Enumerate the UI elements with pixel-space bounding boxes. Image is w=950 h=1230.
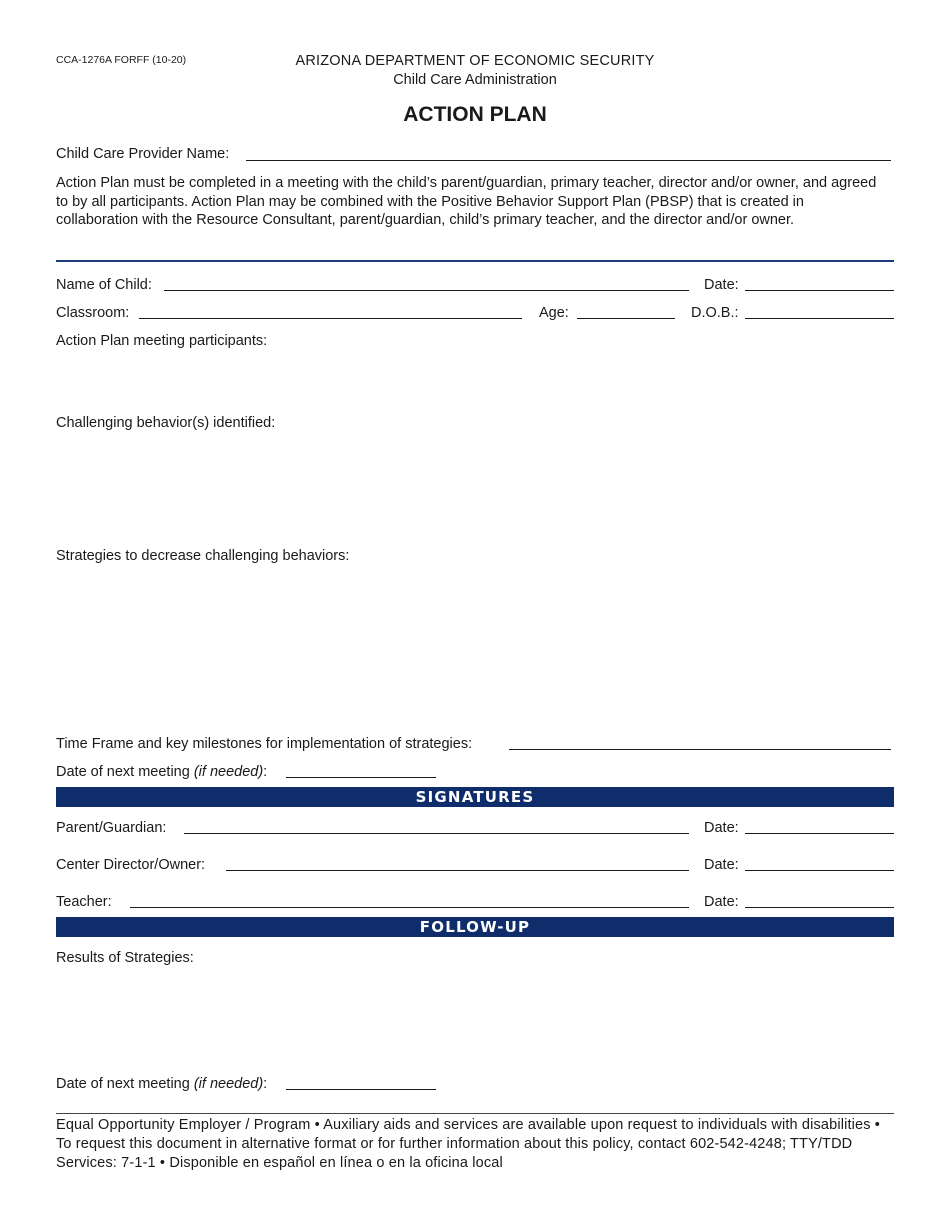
classroom-field[interactable] <box>139 318 522 319</box>
followup-if-needed-note: (if needed) <box>193 1076 264 1092</box>
parent-date-field[interactable] <box>745 833 894 834</box>
followup-next-meeting-field[interactable] <box>286 1089 436 1090</box>
teacher-label: Teacher: <box>56 894 112 910</box>
next-meeting-label: Date of next meeting (if needed): <box>56 764 268 780</box>
age-field[interactable] <box>577 318 675 319</box>
date-field[interactable] <box>745 290 894 291</box>
page-title: ACTION PLAN <box>403 103 547 126</box>
parent-guardian-label: Parent/Guardian: <box>56 820 167 836</box>
center-director-label: Center Director/Owner: <box>56 857 206 873</box>
behaviors-label: Challenging behavior(s) identified: <box>56 415 276 431</box>
provider-name-field[interactable] <box>246 160 891 161</box>
director-date-label: Date: <box>704 857 739 873</box>
date-label: Date: <box>704 277 739 293</box>
teacher-date-label: Date: <box>704 894 739 910</box>
teacher-signature-field[interactable] <box>130 907 689 908</box>
division-name: Child Care Administration <box>393 72 557 88</box>
child-name-field[interactable] <box>164 290 689 291</box>
section-divider <box>56 260 894 262</box>
next-meeting-field[interactable] <box>286 777 436 778</box>
dob-field[interactable] <box>745 318 894 319</box>
director-date-field[interactable] <box>745 870 894 871</box>
provider-name-label: Child Care Provider Name: <box>56 146 230 162</box>
child-name-label: Name of Child: <box>56 277 152 293</box>
strategies-label: Strategies to decrease challenging behaviors: <box>56 548 350 564</box>
footer-divider <box>56 1113 894 1114</box>
center-director-signature-field[interactable] <box>226 870 689 871</box>
results-label: Results of Strategies: <box>56 950 194 966</box>
age-label: Age: <box>539 305 569 321</box>
timeframe-label: Time Frame and key milestones for implementation of strategies: <box>56 736 473 752</box>
if-needed-note: (if needed) <box>193 764 264 780</box>
classroom-label: Classroom: <box>56 305 130 321</box>
intro-paragraph: Action Plan must be completed in a meeting with the child’s parent/guardian, primary teacher, director and/or owner, and agreed to by all participants. Action Plan may be combined with the Positive Behavior Support Plan (PBSP) that is created in collaboration with the Resource Consultant, parent/guardian, child’s primary teacher, and the director and/or owner. <box>56 175 877 228</box>
followup-next-meeting-label: Date of next meeting (if needed): <box>56 1076 268 1092</box>
dob-label: D.O.B.: <box>691 305 739 321</box>
form-code: CCA-1276A FORFF (10-20) <box>56 54 187 66</box>
follow-up-heading: FOLLOW-UP <box>56 917 894 937</box>
parent-guardian-signature-field[interactable] <box>184 833 689 834</box>
signatures-heading: SIGNATURES <box>56 787 894 807</box>
teacher-date-field[interactable] <box>745 907 894 908</box>
agency-name: ARIZONA DEPARTMENT OF ECONOMIC SECURITY <box>295 53 655 69</box>
parent-date-label: Date: <box>704 820 739 836</box>
footer-notice: Equal Opportunity Employer / Program • Auxiliary aids and services are available upon request to individuals with disabilities • To request this document in alternative format or for further information about this policy, contact 602-542-4248; TTY/TDD Services: 7-1-1 • Disponible en español en línea o en la oficina local <box>56 1117 881 1171</box>
participants-label: Action Plan meeting participants: <box>56 333 268 349</box>
timeframe-field[interactable] <box>509 749 891 750</box>
